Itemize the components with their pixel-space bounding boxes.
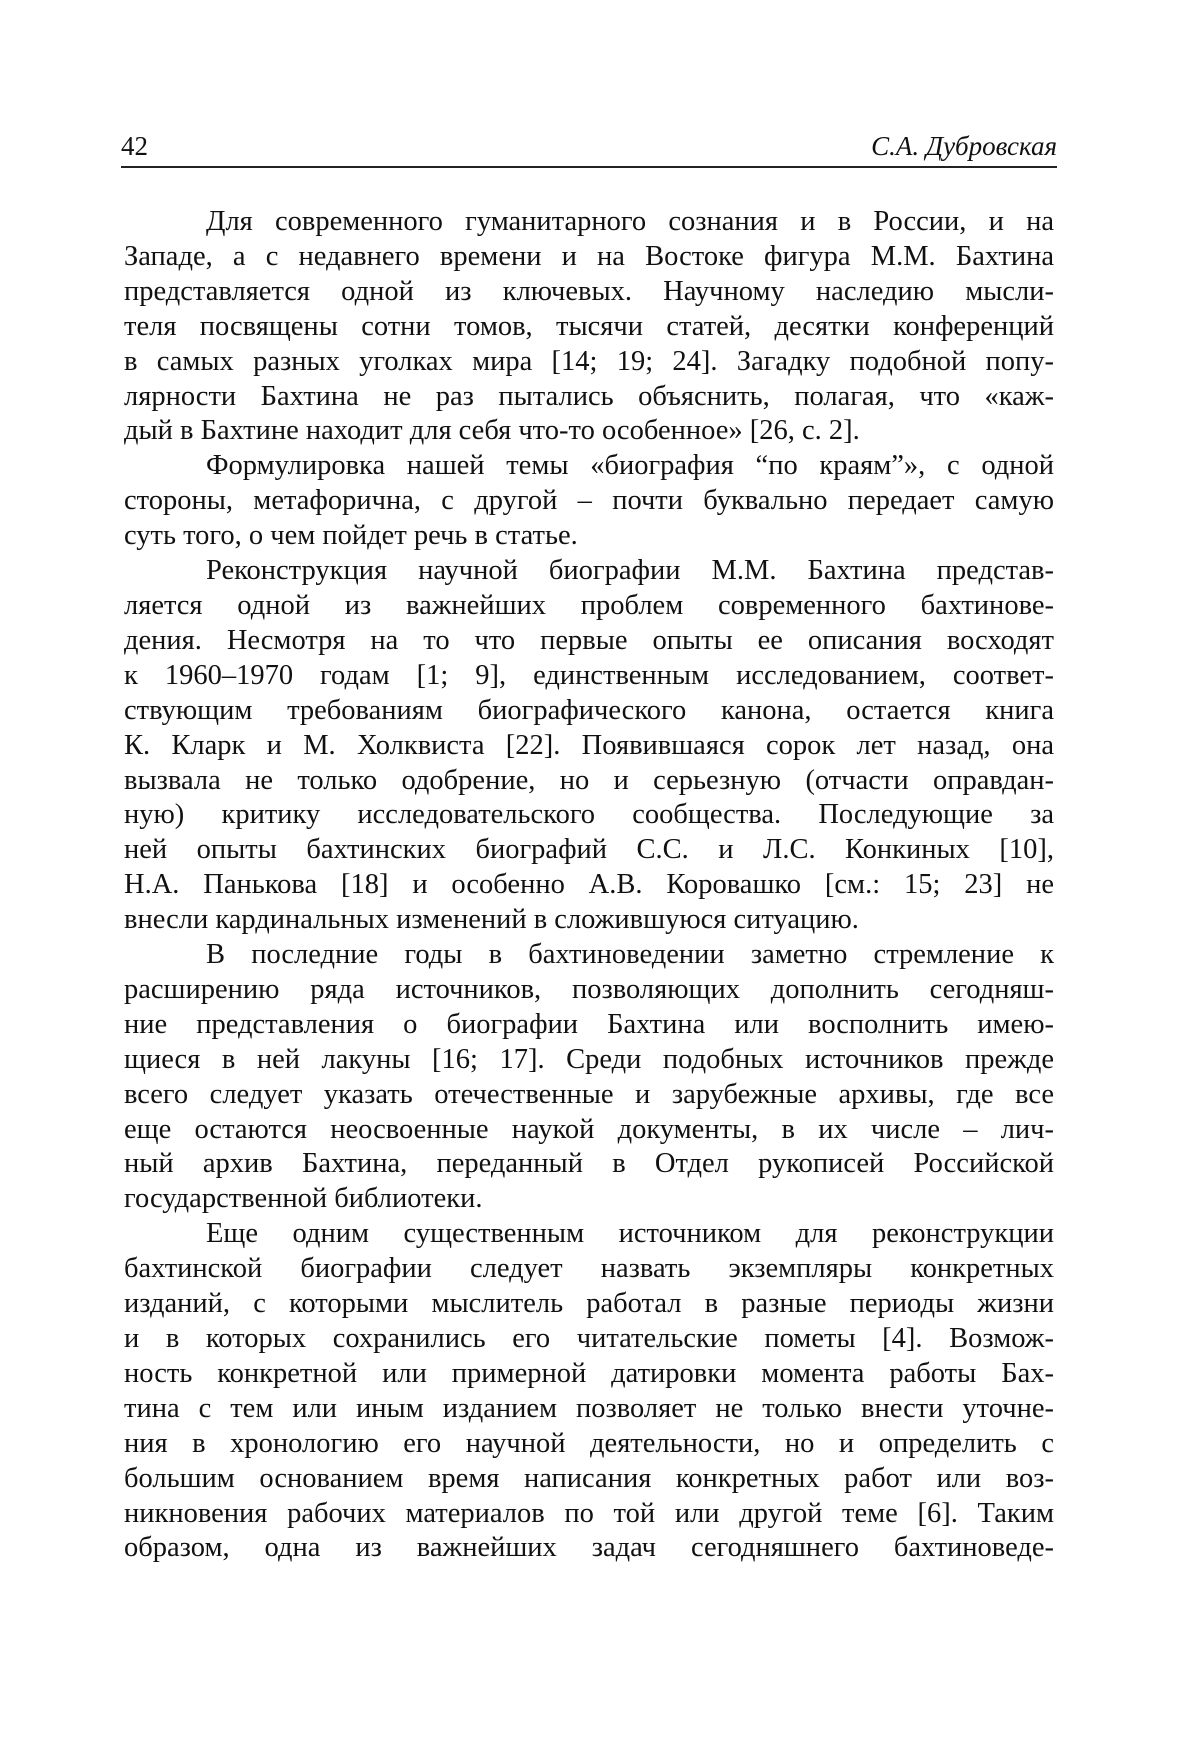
text-line: теля посвящены сотни томов, тысячи статей, десятки конференций bbox=[124, 310, 1054, 342]
text-line: большим основанием время написания конкретных работ или воз- bbox=[124, 1462, 1054, 1494]
text-line: К. Кларк и М. Холквиста [22]. Появившаяся сорок лет назад, она bbox=[124, 729, 1054, 761]
text-line: никновения рабочих материалов по той или другой теме [6]. Таким bbox=[124, 1497, 1054, 1529]
paragraph bbox=[124, 938, 1054, 1217]
text-line: Реконструкция научной биографии М.М. Бахтина представ- bbox=[206, 555, 1054, 587]
running-header bbox=[121, 126, 1057, 168]
text-line: Западе, а с недавнего времени и на Востоке фигура М.М. Бахтина bbox=[124, 240, 1054, 272]
text-line: ность конкретной или примерной датировки момента работы Бах- bbox=[124, 1357, 1054, 1389]
text-line: образом, одна из важнейших задач сегодняшнего бахтиноведе- bbox=[124, 1532, 1054, 1564]
text-line: внесли кардинальных изменений в сложившуюся ситуацию. bbox=[124, 904, 859, 936]
article-body bbox=[124, 205, 1054, 1566]
text-line: дый в Бахтине находит для себя что-то особенное» [26, с. 2]. bbox=[124, 415, 860, 447]
text-line: ный архив Бахтина, переданный в Отдел рукописей Российской bbox=[124, 1148, 1054, 1180]
text-line: расширению ряда источников, позволяющих дополнить сегодняш- bbox=[124, 973, 1054, 1005]
text-line: ствующим требованиям биографического канона, остается книга bbox=[124, 694, 1054, 726]
text-line: ние представления о биографии Бахтина или восполнить имею- bbox=[124, 1008, 1054, 1040]
text-line: к 1960–1970 годам [1; 9], единственным исследованием, соответ- bbox=[124, 659, 1054, 691]
text-line: и в которых сохранились его читательские пометы [4]. Возмож- bbox=[124, 1323, 1054, 1354]
paragraph bbox=[124, 205, 1054, 449]
text-line: Н.А. Панькова [18] и особенно А.В. Коровашко [см.: 15; 23] не bbox=[124, 869, 1054, 901]
paragraph bbox=[124, 449, 1054, 554]
text-line: щиеся в ней лакуны [16; 17]. Среди подобных источников прежде bbox=[124, 1043, 1054, 1075]
running-head-author: С.А. Дубровская bbox=[871, 131, 1057, 161]
text-line: ней опыты бахтинских биографий С.С. и Л.С. Конкиных [10], bbox=[124, 834, 1054, 866]
text-line: тина с тем или иным изданием позволяет не только внести уточне- bbox=[124, 1392, 1054, 1424]
text-line: дения. Несмотря на то что первые опыты ее описания восходят bbox=[124, 624, 1054, 656]
text-line: представляется одной из ключевых. Научному наследию мысли- bbox=[124, 275, 1054, 307]
text-line: изданий, с которыми мыслитель работал в разные периоды жизни bbox=[124, 1288, 1054, 1320]
paragraph bbox=[124, 1217, 1054, 1566]
text-line: государственной библиотеки. bbox=[124, 1183, 483, 1215]
text-line: стороны, метафорична, с другой – почти буквально передает самую bbox=[124, 485, 1054, 517]
text-line: Еще одним существенным источником для реконструкции bbox=[206, 1218, 1054, 1250]
text-line: вызвала не только одобрение, но и серьезную (отчасти оправдан- bbox=[124, 764, 1054, 796]
text-line: всего следует указать отечественные и зарубежные архивы, где все bbox=[124, 1078, 1054, 1110]
text-line: в самых разных уголках мира [14; 19; 24]. Загадку подобной попу- bbox=[124, 345, 1054, 377]
text-line: ную) критику исследовательского сообщества. Последующие за bbox=[124, 799, 1054, 831]
text-line: лярности Бахтина не раз пытались объяснить, полагая, что «каж- bbox=[124, 380, 1054, 412]
text-line: ляется одной из важнейших проблем современного бахтинове- bbox=[124, 589, 1054, 621]
text-line: еще остаются неосвоенные наукой документы, в их числе – лич- bbox=[124, 1113, 1054, 1145]
text-line: бахтинской биографии следует назвать экземпляры конкретных bbox=[124, 1253, 1054, 1285]
text-line: суть того, о чем пойдет речь в статье. bbox=[124, 520, 578, 552]
text-line: В последние годы в бахтиноведении заметно стремление к bbox=[206, 939, 1054, 971]
text-line: Для современного гуманитарного сознания и в России, и на bbox=[206, 206, 1054, 237]
text-line: Формулировка нашей темы «биография “по краям”», с одной bbox=[206, 450, 1054, 482]
text-line: ния в хронологию его научной деятельности, но и определить с bbox=[124, 1427, 1054, 1459]
paragraph bbox=[124, 554, 1054, 938]
page-number: 42 bbox=[121, 131, 148, 161]
